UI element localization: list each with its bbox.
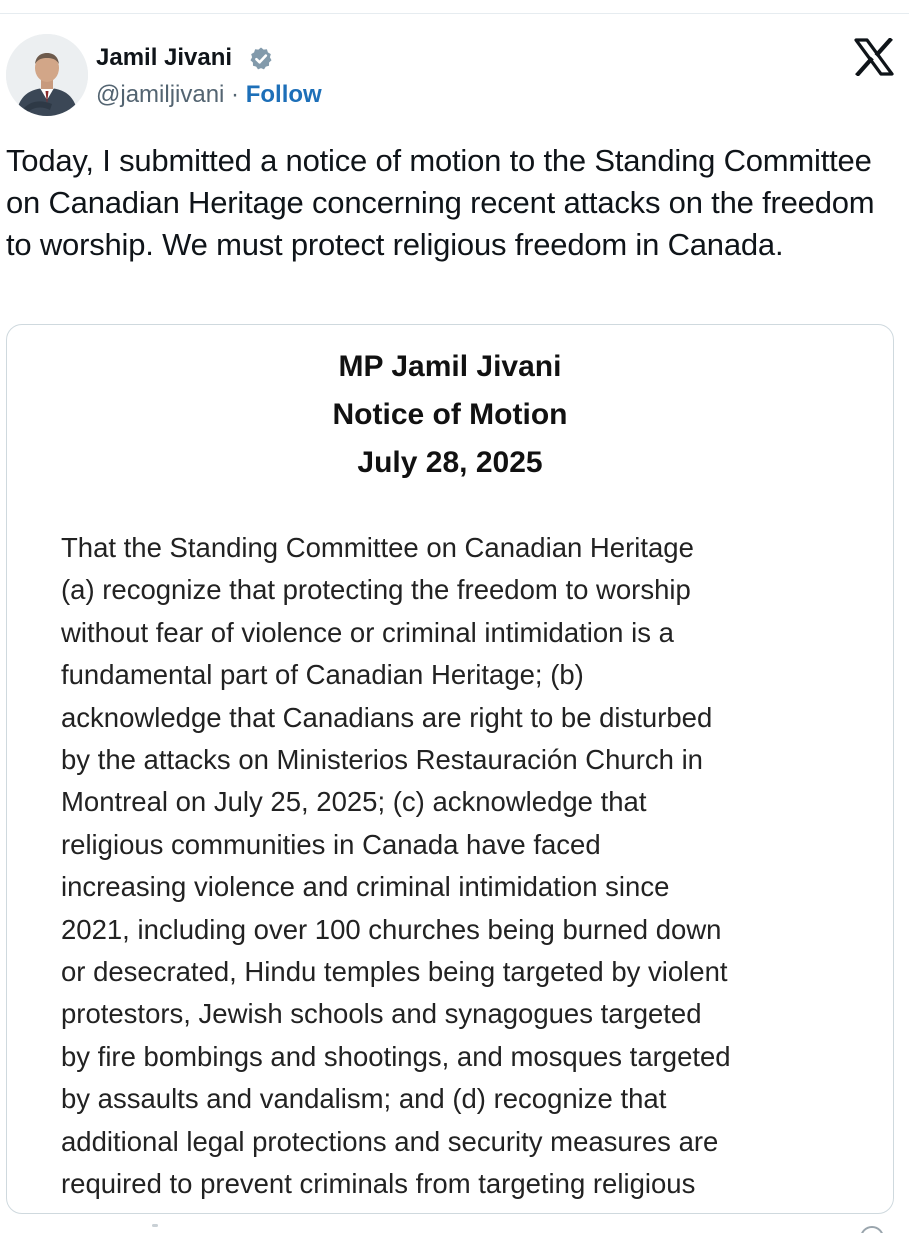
notice-body [61,527,861,1206]
notice-body-line: required to prevent criminals from targeting religious [61,1168,696,1200]
author-name[interactable]: Jamil Jivani [96,44,233,71]
notice-body-line: acknowledge that Canadians are right to be disturbed [61,701,713,733]
notice-body-line: by assaults and vandalism; and (d) recognize that [61,1083,667,1115]
avatar-photo [6,34,88,116]
handle-separator: · [224,81,246,108]
x-logo-icon[interactable] [854,38,894,76]
notice-body-line: increasing violence and criminal intimidation since [61,871,670,903]
notice-body-line: or desecrated, Hindu temples being targeted by violent [61,956,728,988]
notice-header-line: MP Jamil Jivani [338,350,562,383]
notice-body-line: 2021, including over 100 churches being burned down [61,913,722,945]
notice-body-line: religious communities in Canada have faced [61,828,601,860]
cut-off-action-row [0,1216,909,1233]
notice-body-line: That the Standing Committee on Canadian Heritage [61,532,694,563]
verified-badge-icon [248,46,274,72]
author-handle[interactable]: @jamiljivani [96,81,225,108]
cut-off-glyph [152,1224,158,1227]
follow-button[interactable]: Follow [245,81,322,108]
avatar[interactable] [6,34,88,116]
author-handle-line [96,80,322,110]
notice-body-line: without fear of violence or criminal intimidation is a [61,616,674,648]
notice-header-line: July 28, 2025 [357,446,543,479]
tweet-text: Today, I submitted a notice of motion to the Standing Committee on Canadian Heritage concerning recent attacks on the freedom to worship. We must protect religious freedom in Canada. [6,143,875,262]
attached-image-card[interactable] [6,324,894,1214]
notice-body-line: protestors, Jewish schools and synagogues targeted [61,998,702,1030]
notice-header-line: Notice of Motion [332,398,568,431]
notice-body-line: additional legal protections and security measures are [61,1125,719,1157]
info-icon[interactable] [860,1226,884,1233]
notice-header [7,343,893,487]
notice-body-line: by fire bombings and shootings, and mosques targeted [61,1040,731,1072]
notice-body-line: (a) recognize that protecting the freedom to worship [61,574,691,606]
top-divider [0,13,909,14]
notice-body-line: fundamental part of Canadian Heritage; (b) [61,659,584,691]
notice-body-line: by the attacks on Ministerios Restauración Church in [61,744,703,776]
notice-body-line: Montreal on July 25, 2025; (c) acknowledge that [61,786,647,818]
